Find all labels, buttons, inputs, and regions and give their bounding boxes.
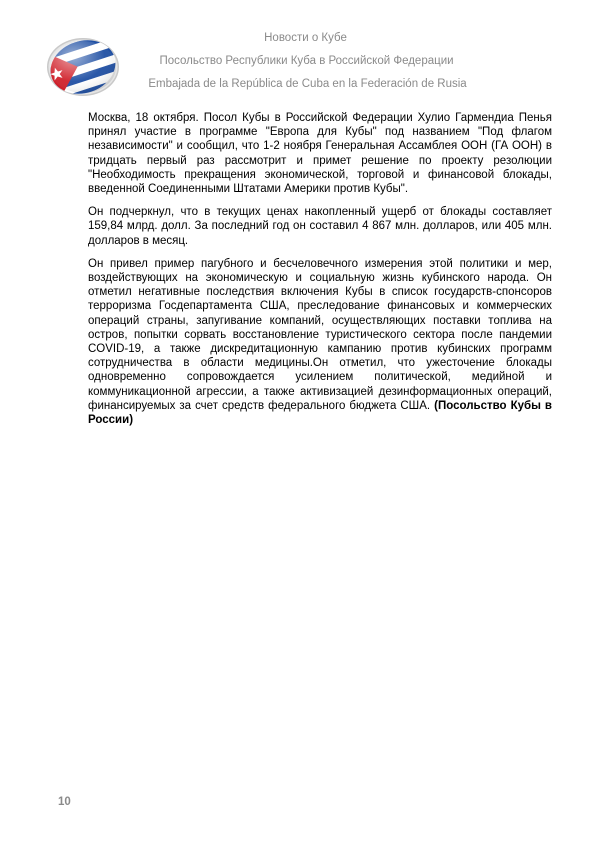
header-embassy-es: Embajada de la República de Cuba en la Federación de Rusia <box>148 78 467 90</box>
article-body <box>88 111 552 436</box>
page-header <box>0 0 599 100</box>
article-source: (Посольство Кубы в России) <box>88 399 553 427</box>
article-paragraph-1: Москва, 18 октября. Посол Кубы в Российской Федерации Хулио Гармендиа Пенья принял участие в программе "Европа для Кубы" под названием "Под флагом независимости" и сообщил, что 1-2 ноября Генеральная Ассамблея ООН (ГА ООН) в тридцать первый раз рассмотрит и примет решение по проекту резолюции "Необходимость прекращения экономической, торговой и финансовой блокады, введенной Соединенными Штатами Америки против Кубы". <box>88 112 552 196</box>
article-paragraph-3 <box>88 257 552 427</box>
article-paragraph-3-text: Он привел пример пагубного и бесчеловечного измерения этой политики и мер, воздействующих на экономическую и социальную жизнь кубинского народа. Он отметил негативные последствия включения Кубы в список государств-спонсоров терроризма Госдепартамента США, преследование финансовых и коммерческих операций страны, запугивание компаний, осуществляющих поставки топлива на остров, попытки сорвать восстановление туристического сектора после пандемии COVID-19, а также дискредитационную кампанию против кубинских программ сотрудничества в области медицины.Он отметил, что ужесточение блокады одновременно сопровождается усилением политической, медийной и коммуникационной агрессии, а также активизацией дезинформационных операций, финансируемых за счет средств федерального бюджета США. <box>88 257 552 412</box>
header-title: Новости о Кубе <box>264 32 347 44</box>
page-number: 10 <box>58 796 71 808</box>
header-embassy-ru: Посольство Республики Куба в Российской Федерации <box>159 55 454 67</box>
article-paragraph-2: Он подчеркнул, что в текущих ценах накопленный ущерб от блокады составляет 159,84 млрд. долл. За последний год он составил 4 867 млн. долларов, или 405 млн. долларов в месяц. <box>88 206 552 247</box>
